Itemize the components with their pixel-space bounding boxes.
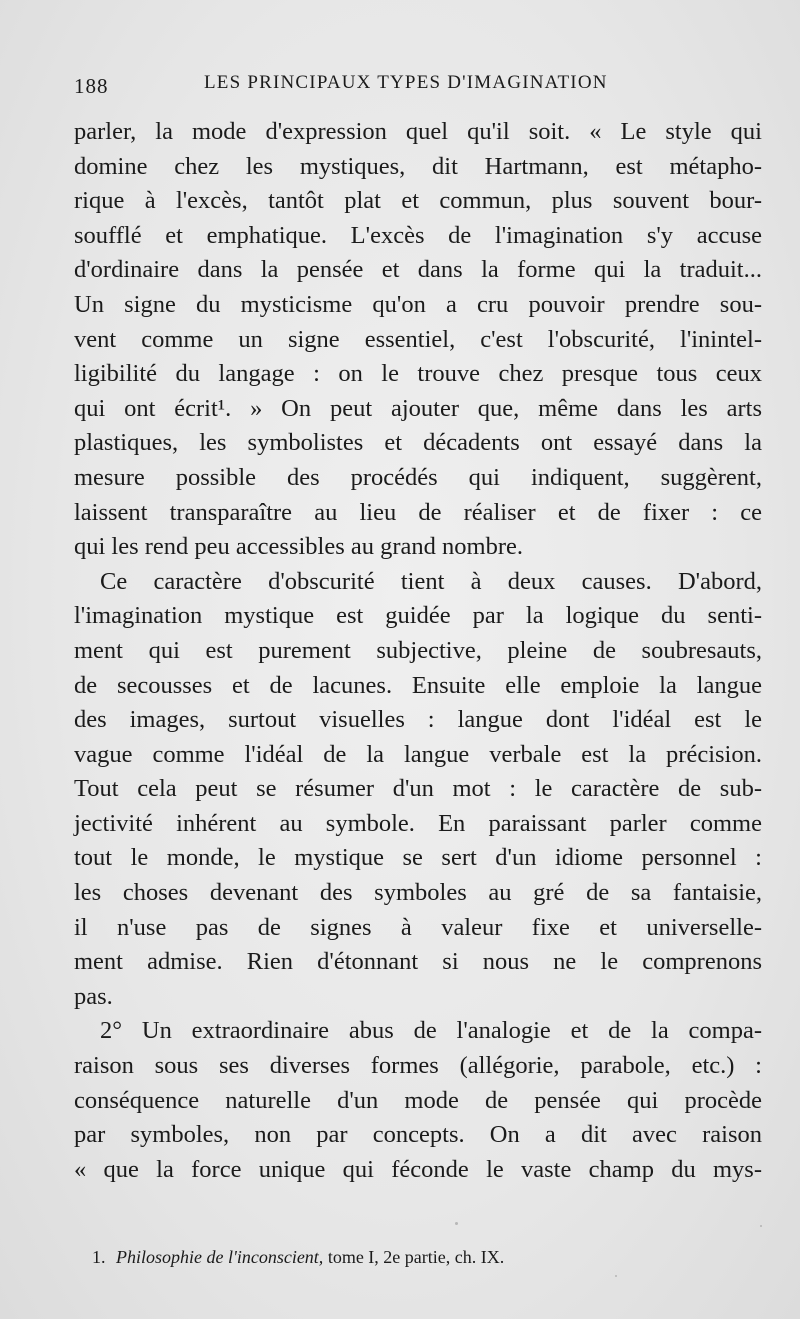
text-line: conséquence naturelle d'un mode de pensée qui procède [74,1086,762,1114]
footnote-number: 1. [92,1247,106,1267]
running-head: LES PRINCIPAUX TYPES D'IMAGINATION [204,72,608,93]
footnote-reference: tome I, 2e partie, ch. IX. [327,1247,505,1267]
footnote [92,1247,504,1268]
text-line: soufflé et emphatique. L'excès de l'imagination s'y accuse [74,221,762,249]
text-line: il n'use pas de signes à valeur fixe et universelle- [74,913,762,941]
text-line: domine chez les mystiques, dit Hartmann, est métapho- [74,152,762,180]
text-line: qui ont écrit¹. » On peut ajouter que, même dans les arts [74,394,762,422]
text-line: 2° Un extraordinaire abus de l'analogie et de la compa- [100,1017,762,1045]
text-line: ment qui est purement subjective, pleine de soubresauts, [74,636,762,664]
text-line: pas. [74,982,113,1010]
text-line: l'imagination mystique est guidée par la logique du senti- [74,602,762,630]
text-line: parler, la mode d'expression quel qu'il soit. « Le style qui [74,118,762,145]
text-line: des images, surtout visuelles : langue dont l'idéal est le [74,706,762,734]
text-line: Ce caractère d'obscurité tient à deux causes. D'abord, [100,567,762,595]
text-line: Tout cela peut se résumer d'un mot : le caractère de sub- [74,775,762,803]
text-line: jectivité inhérent au symbole. En paraissant parler comme [74,809,762,837]
text-line: Un signe du mysticisme qu'on a cru pouvoir prendre sou- [74,290,762,318]
paper-speck [760,1225,762,1227]
text-line: les choses devenant des symboles au gré de sa fantaisie, [74,879,762,907]
page-header [74,72,764,102]
text-line: laissent transparaître au lieu de réaliser et de fixer : ce [74,498,762,526]
text-line: vent comme un signe essentiel, c'est l'obscurité, l'inintel- [74,325,762,353]
paper-speck [455,1222,458,1225]
text-line: d'ordinaire dans la pensée et dans la forme qui la traduit... [74,256,762,284]
text-line: « que la force unique qui féconde le vaste champ du mys- [74,1155,762,1183]
text-line: raison sous ses diverses formes (allégorie, parabole, etc.) : [74,1052,762,1080]
footnote-title: Philosophie de l'inconscient, [116,1247,324,1267]
paper-speck [615,1275,617,1277]
text-line: ment admise. Rien d'étonnant si nous ne le comprenons [74,948,762,976]
text-line: qui les rend peu accessibles au grand nombre. [74,533,524,561]
text-line: tout le monde, le mystique se sert d'un idiome personnel : [74,844,762,872]
page-number: 188 [74,74,109,98]
text-line: mesure possible des procédés qui indiquent, suggèrent, [74,463,762,491]
text-line: de secousses et de lacunes. Ensuite elle emploie la langue [74,671,762,699]
text-line: plastiques, les symbolistes et décadents ont essayé dans la [74,429,762,457]
text-line: ligibilité du langage : on le trouve chez presque tous ceux [74,360,762,388]
text-line: rique à l'excès, tantôt plat et commun, plus souvent bour- [74,187,762,215]
text-line: vague comme l'idéal de la langue verbale est la précision. [74,740,762,768]
body-text [74,115,762,1187]
text-line: par symboles, non par concepts. On a dit avec raison [74,1121,762,1149]
